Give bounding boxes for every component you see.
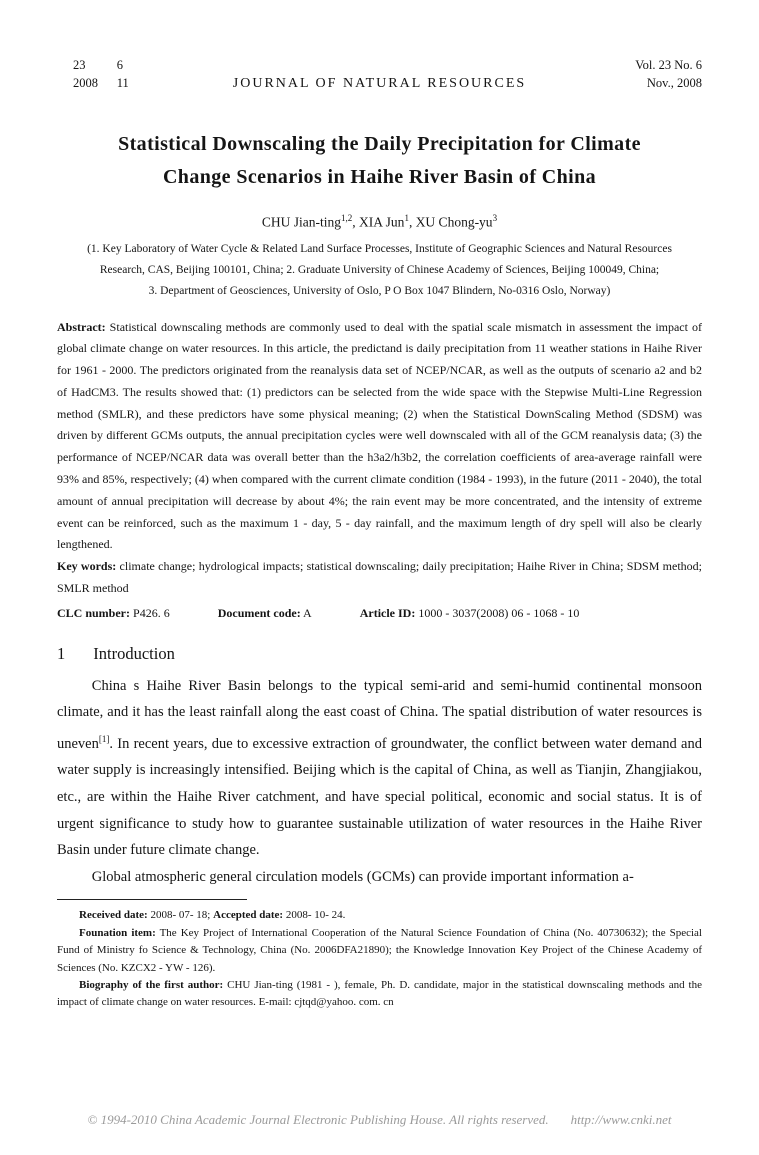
- footnote-foundation: [57, 925, 702, 977]
- document-code-value: A: [300, 605, 312, 620]
- clc-line: [57, 602, 702, 624]
- header-row-2: [57, 76, 702, 92]
- intro-paragraph-2: [57, 864, 702, 891]
- affiliation-line-2: Research, CAS, Beijing 100101, China; 2. Graduate University of Chinese Academy of Sciences, Beijing 100049, China;: [99, 263, 660, 276]
- footnote-received: [57, 907, 702, 924]
- page-header: [57, 58, 702, 92]
- biography-label: Biography of the first author:: [79, 979, 224, 992]
- copyright-text: © 1994-2010 China Academic Journal Electronic Publishing House. All rights reserved.: [87, 1112, 549, 1127]
- accepted-date-label: Accepted date:: [213, 909, 284, 922]
- keywords-label: Key words:: [57, 559, 117, 574]
- received-date-value: 2008- 07- 18;: [147, 909, 214, 922]
- section-title: Introduction: [93, 643, 175, 663]
- authors-line: [57, 213, 702, 231]
- author-3: XU Chong-yu: [415, 214, 493, 230]
- copyright-line: [0, 1112, 759, 1128]
- foundation-item-value: The Key Project of International Cooperation of the Natural Science Foundation of China (No. 40730632); the Special Fund of Ministry fo Science & Technology, China (No. 2006DFA21890); the Knowledge Innovation Key Project of the Chinese Academy of Sciences (No. KZCX2 - YW - 126).: [57, 926, 702, 974]
- article-title: [57, 128, 702, 194]
- foundation-item-label: Founation item:: [79, 926, 156, 939]
- abstract-text: Statistical downscaling methods are commonly used to deal with the spatial scale mismatch in assessment the impact of global climate change on water resources. In this article, the predictand is daily precipitation from 11 weather stations in Haihe River for 1961 - 2000. The predictors originated from the reanalysis data set of NCEP/NCAR, as well as the outputs of scenario a2 and b2 of HadCM3. The results showed that: (1) predictors can be selected from the wide space with the Stepwise Multi-Line Regression method (SMLR), and these predictors have some physical meaning; (2) when the Statistical DownScaling Method (SDSM) was driven by different GCMs outputs, the annual precipitation cycles were well downscaled with all of the GCM reanalysis data; (3) the performance of NCEP/NCAR data was overall better than the h3a2/h3b2, the correlation coefficients of area-average rainfall were 93% and 85%, respectively; (4) when compared with the current climate condition (1984 - 1993), in the future (2011 - 2040), the total amount of annual precipitation will decrease by about 4%; the rain event may be more concentrated, and the intensity of extreme event can be reinforced, such as the maximum 1 - day, 5 - day rainfall, and the maximum length of dry spell will also be clearly lengthened.: [57, 319, 702, 552]
- intro-paragraph-2-text: Global atmospheric general circulation models (GCMs) can provide important information a-: [91, 868, 634, 885]
- author-3-affiliation-sup: 3: [492, 213, 498, 223]
- issue-date: Nov., 2008: [646, 76, 702, 90]
- article-id-label: Article ID:: [359, 605, 416, 620]
- issue-number-cn: 23 6: [73, 58, 123, 72]
- affiliations: [57, 239, 702, 302]
- footnote-divider: [57, 899, 247, 900]
- article-title-line-2: Change Scenarios in Haihe River Basin of China: [162, 166, 597, 188]
- author-2-affiliation-sup: 1: [404, 213, 409, 223]
- author-2: XIA Jun: [359, 214, 405, 230]
- header-row-1: [57, 58, 702, 73]
- document-code: [218, 606, 312, 620]
- section-heading-introduction: [57, 644, 702, 664]
- issue-date-cn: 2008 11: [73, 76, 129, 90]
- citation-ref-1: [1]: [98, 734, 110, 745]
- journal-name: JOURNAL OF NATURAL RESOURCES: [232, 76, 527, 91]
- intro-paragraph-1-text: China s Haihe River Basin belongs to the typical semi-arid and semi-humid continental monsoon climate, and it has the least rainfall along the east coast of China. The spatial distribution of water resources is uneven: [57, 677, 702, 752]
- footnote-biography: [57, 977, 702, 1012]
- affiliation-line-3: 3. Department of Geosciences, University of Oslo, P O Box 1047 Blindern, No-0316 Oslo, Norway): [148, 284, 611, 297]
- author-separator: ,: [408, 214, 416, 230]
- article-id-value: 1000 - 3037(2008) 06 - 1068 - 10: [415, 605, 580, 620]
- author-1-affiliation-sup: 1,2: [341, 213, 353, 223]
- author-1: CHU Jian-ting: [261, 214, 342, 230]
- publisher-url: http://www.cnki.net: [570, 1112, 672, 1127]
- keywords: [57, 556, 702, 600]
- keywords-text: climate change; hydrological impacts; statistical downscaling; daily precipitation; Haihe River in China; SDSM method; SMLR method: [57, 559, 702, 596]
- article-title-line-1: Statistical Downscaling the Daily Precipitation for Climate: [118, 133, 641, 155]
- footnotes: [57, 907, 702, 1011]
- intro-paragraph-1-text-cont: . In recent years, due to excessive extraction of groundwater, the conflict between water demand and water supply is increasingly intensified. Beijing which is the capital of China, as well as Tianjin, Zhangjiakou, etc., are within the Haihe River catchment, and have special political, economic and social status. It is of urgent significance to study how to guarantee sustainable utilization of water resources in the Haihe River Basin under future climate change.: [57, 735, 702, 859]
- affiliation-line-1: (1. Key Laboratory of Water Cycle & Related Land Surface Processes, Institute of Geographic Sciences and Natural Resources: [87, 242, 672, 255]
- accepted-date-value: 2008- 10- 24.: [283, 909, 346, 922]
- abstract: [57, 317, 702, 557]
- article-id: [360, 606, 580, 620]
- abstract-label: Abstract:: [57, 319, 106, 334]
- author-separator: ,: [352, 214, 360, 230]
- document-code-label: Document code:: [217, 605, 301, 620]
- intro-paragraph-1: [57, 673, 702, 864]
- biography-value: CHU Jian-ting (1981 - ), female, Ph. D. candidate, major in the statistical downscaling methods and the impact of climate change on water resources. E-mail: cjtqd@yahoo. com. cn: [57, 979, 702, 1009]
- volume-number: Vol. 23 No. 6: [635, 58, 702, 72]
- clc-number-label: CLC number:: [57, 605, 131, 620]
- received-date-label: Received date:: [79, 909, 148, 922]
- clc-number-value: P426. 6: [130, 605, 170, 620]
- section-number: 1: [57, 643, 66, 663]
- article-meta: [57, 317, 702, 624]
- clc-number: [57, 606, 170, 620]
